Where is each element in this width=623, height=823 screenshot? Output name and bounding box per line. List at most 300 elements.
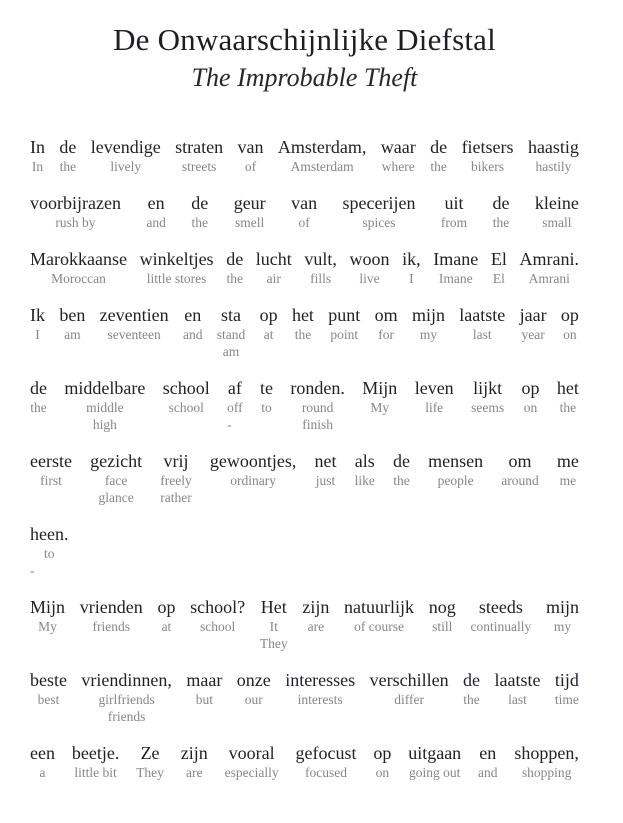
gloss-word: my <box>553 618 572 634</box>
word-block <box>393 451 410 489</box>
gloss-word: the <box>430 158 447 174</box>
dutch-word: uitgaan <box>408 742 462 763</box>
gloss-word: stand <box>216 326 246 342</box>
dutch-word: mijn <box>411 304 445 325</box>
gloss-word: me <box>559 472 577 488</box>
gloss-word: little stores <box>146 270 207 286</box>
gloss-word: live <box>359 270 380 286</box>
word-block <box>478 743 498 781</box>
gloss-word: around <box>501 472 539 488</box>
dutch-word: een <box>30 742 55 763</box>
word-block <box>146 193 166 231</box>
dutch-word: laatste <box>494 669 541 690</box>
word-block <box>350 249 390 287</box>
gloss-word: point <box>330 326 359 342</box>
gloss-word: are <box>186 764 203 780</box>
word-block <box>30 193 121 231</box>
word-block <box>30 451 72 489</box>
gloss-word: still <box>432 618 453 634</box>
dutch-word: het <box>291 304 314 325</box>
dutch-word: steeds <box>478 596 523 617</box>
gloss-word: year <box>521 326 545 342</box>
word-block <box>186 670 222 708</box>
word-block <box>210 451 296 489</box>
dutch-word: Mijn <box>30 596 66 617</box>
gloss-word: They <box>136 764 164 780</box>
gloss-word: interests <box>297 691 343 707</box>
word-block <box>292 305 314 343</box>
dutch-word: leven <box>414 377 454 398</box>
word-block <box>59 305 85 343</box>
gloss-word: first <box>40 472 62 488</box>
gloss-word: little bit <box>74 764 117 780</box>
word-block <box>81 670 171 725</box>
dutch-word: interesses <box>285 669 356 690</box>
gloss-word: and <box>182 326 203 342</box>
word-block <box>433 249 478 287</box>
gloss-word: just <box>315 472 336 488</box>
dutch-word: en <box>147 192 165 213</box>
word-block <box>535 193 579 231</box>
word-block <box>412 305 445 343</box>
dutch-word: op <box>521 377 540 398</box>
dutch-word: de <box>191 192 209 213</box>
dutch-word: levendige <box>90 136 161 157</box>
word-block <box>90 451 142 506</box>
gloss-word: focused <box>305 764 347 780</box>
dutch-word: Ze <box>140 742 160 763</box>
word-block <box>362 378 397 416</box>
gloss-word: but <box>195 691 213 707</box>
word-block <box>521 378 539 416</box>
dutch-word: op <box>560 304 579 325</box>
word-block <box>429 597 456 635</box>
dutch-word: vrij <box>163 450 189 471</box>
dutch-word: straten <box>175 136 224 157</box>
gloss-word: on <box>523 399 538 415</box>
gloss-word: rush by <box>55 214 96 230</box>
word-block <box>501 451 539 489</box>
word-block <box>59 137 76 175</box>
word-block <box>30 597 65 635</box>
dutch-word: heen. <box>30 523 69 544</box>
dutch-word: van <box>291 192 318 213</box>
gloss-word: where <box>381 158 415 174</box>
word-block <box>471 378 504 416</box>
word-block <box>237 670 271 708</box>
word-block <box>225 743 279 781</box>
dutch-word: de <box>492 192 510 213</box>
dutch-word: winkeltjes <box>139 248 214 269</box>
gloss-word: and <box>478 764 498 780</box>
gloss-word: on <box>563 326 577 342</box>
dutch-word: voorbijrazen <box>30 192 121 213</box>
gloss-word: the <box>30 399 47 415</box>
word-block <box>528 137 579 175</box>
gloss-word: am <box>64 326 81 342</box>
gloss-word: of course <box>354 618 404 634</box>
word-block <box>290 378 344 433</box>
dutch-word: Het <box>260 596 287 617</box>
word-block <box>462 137 514 175</box>
gloss-word: - <box>227 416 232 432</box>
dutch-word: om <box>374 304 398 325</box>
word-block <box>100 305 169 343</box>
gloss-word: my <box>419 326 438 342</box>
word-block <box>430 137 447 175</box>
gloss-word: especially <box>224 764 279 780</box>
gloss-word: the <box>191 214 209 230</box>
gloss-word: time <box>554 691 579 707</box>
dutch-word: woon <box>349 248 390 269</box>
word-block <box>328 305 360 343</box>
word-block <box>238 137 264 175</box>
word-block <box>157 597 175 635</box>
gloss-word: friends <box>92 618 130 634</box>
gloss-word: at <box>263 326 274 342</box>
dutch-word: haastig <box>527 136 579 157</box>
dutch-word: van <box>237 136 264 157</box>
dutch-word: nog <box>428 596 456 617</box>
gloss-word: I <box>35 326 40 342</box>
dutch-word: punt <box>328 304 361 325</box>
gloss-word: from <box>440 214 468 230</box>
word-block <box>175 137 223 175</box>
word-block <box>260 378 273 416</box>
gloss-word: on <box>375 764 390 780</box>
dutch-word: Marokkaanse <box>30 248 127 269</box>
gloss-word: to <box>261 399 272 415</box>
dutch-word: lucht <box>255 248 292 269</box>
gloss-word: the <box>463 691 480 707</box>
gloss-word: friends <box>107 708 146 724</box>
gloss-word: of <box>244 158 257 174</box>
dutch-word: vult, <box>304 248 337 269</box>
word-block <box>234 193 266 231</box>
gloss-word: ordinary <box>230 472 276 488</box>
gloss-word: Amsterdam <box>290 158 354 174</box>
word-block <box>30 137 45 175</box>
word-block <box>191 193 208 231</box>
word-block <box>491 249 507 287</box>
gloss-word: freely <box>160 472 192 488</box>
dutch-word: onze <box>236 669 271 690</box>
dutch-word: vrienden <box>79 596 143 617</box>
interlinear-row <box>30 378 579 433</box>
dutch-word: op <box>157 596 176 617</box>
word-block <box>375 305 398 343</box>
gloss-word: am <box>222 343 240 359</box>
word-block <box>72 743 119 781</box>
dutch-word: tijd <box>554 669 579 690</box>
gloss-word: off <box>227 399 243 415</box>
dutch-word: natuurlijk <box>344 596 415 617</box>
word-block <box>514 743 579 781</box>
dutch-word: shoppen, <box>514 742 579 763</box>
gloss-word: shopping <box>521 764 572 780</box>
document-subtitle: The Improbable Theft <box>191 62 418 92</box>
dutch-word: Amrani. <box>519 248 579 269</box>
gloss-word: continually <box>470 618 532 634</box>
word-block <box>342 193 415 231</box>
word-block <box>470 597 531 635</box>
gloss-word: high <box>92 416 117 432</box>
gloss-word: for <box>378 326 394 342</box>
gloss-word: small <box>542 214 572 230</box>
word-block <box>30 524 68 579</box>
dutch-word: te <box>260 377 274 398</box>
gloss-word: school <box>200 618 236 634</box>
gloss-word: the <box>59 158 77 174</box>
word-block <box>415 378 454 416</box>
gloss-word: My <box>38 618 57 634</box>
dutch-word: school <box>162 377 210 398</box>
word-block <box>140 249 214 287</box>
gloss-word: El <box>492 270 505 286</box>
gloss-word: going out <box>409 764 461 780</box>
dutch-word: de <box>463 669 481 690</box>
word-block <box>163 378 210 416</box>
gloss-word: fills <box>310 270 332 286</box>
word-block <box>80 597 143 635</box>
gloss-word: bikers <box>471 158 505 174</box>
word-block <box>494 670 540 708</box>
interlinear-row <box>30 597 579 652</box>
dutch-word: om <box>508 450 532 471</box>
word-block <box>561 305 579 343</box>
dutch-word: fietsers <box>461 136 514 157</box>
gloss-word: last <box>508 691 527 707</box>
word-block <box>355 451 375 489</box>
dutch-word: mijn <box>545 596 579 617</box>
gloss-word: They <box>259 635 288 651</box>
word-block <box>64 378 145 433</box>
word-block <box>160 451 191 506</box>
document-title: De Onwaarschijnlijke Diefstal <box>113 22 496 57</box>
dutch-word: net <box>314 450 337 471</box>
dutch-word: middelbare <box>64 377 146 398</box>
word-block <box>441 193 467 231</box>
dutch-word: beste <box>30 669 67 690</box>
word-block <box>30 743 55 781</box>
gloss-word: and <box>146 214 166 230</box>
word-block <box>227 378 243 433</box>
gloss-word: air <box>266 270 281 286</box>
interlinear-text <box>30 137 579 781</box>
word-block <box>493 193 510 231</box>
word-block <box>190 597 245 635</box>
gloss-word: hastily <box>535 158 572 174</box>
word-block <box>30 249 127 287</box>
gloss-word: Moroccan <box>51 270 106 286</box>
dutch-word: gezicht <box>90 450 143 471</box>
dutch-word: op <box>373 742 392 763</box>
gloss-word: Amrani <box>528 270 570 286</box>
gloss-word: a <box>39 764 46 780</box>
dutch-word: lijkt <box>473 377 503 398</box>
gloss-word: Imane <box>438 270 473 286</box>
dutch-word: zeventien <box>99 304 169 325</box>
word-block <box>278 137 366 175</box>
gloss-word: at <box>161 618 172 634</box>
dutch-word: als <box>354 450 375 471</box>
word-block <box>136 743 164 781</box>
gloss-word: people <box>437 472 474 488</box>
word-block <box>260 597 288 652</box>
gloss-word: rather <box>160 489 192 505</box>
word-block <box>373 743 391 781</box>
interlinear-row <box>30 137 579 175</box>
gloss-word: our <box>244 691 263 707</box>
dutch-word: de <box>30 377 47 398</box>
word-block <box>30 670 67 708</box>
dutch-word: en <box>479 742 497 763</box>
dutch-word: eerste <box>30 450 72 471</box>
dutch-word: school? <box>190 596 246 617</box>
dutch-word: ik, <box>402 248 421 269</box>
gloss-word: life <box>425 399 444 415</box>
interlinear-row <box>30 451 579 506</box>
gloss-word: seventeen <box>107 326 161 342</box>
dutch-word: zijn <box>180 742 208 763</box>
dutch-word: op <box>259 304 278 325</box>
dutch-word: gefocust <box>295 742 357 763</box>
dutch-word: me <box>556 450 579 471</box>
gloss-word: round <box>301 399 334 415</box>
word-block <box>302 597 329 635</box>
dutch-word: jaar <box>519 304 547 325</box>
gloss-word: girlfriends <box>98 691 155 707</box>
dutch-word: Amsterdam, <box>277 136 367 157</box>
gloss-word: of <box>298 214 310 230</box>
gloss-word: middle <box>86 399 124 415</box>
dutch-word: waar <box>380 136 416 157</box>
gloss-word: best <box>37 691 60 707</box>
gloss-word: differ <box>394 691 424 707</box>
word-block <box>285 670 355 708</box>
gloss-word: school <box>168 399 204 415</box>
gloss-word: the <box>492 214 510 230</box>
word-block <box>520 305 547 343</box>
word-block <box>217 305 246 360</box>
gloss-word: - <box>30 562 35 578</box>
dutch-word: gewoontjes, <box>209 450 297 471</box>
word-block <box>408 743 461 781</box>
dutch-word: vriendinnen, <box>81 669 172 690</box>
gloss-word: the <box>559 399 577 415</box>
word-block <box>296 743 357 781</box>
dutch-word: zijn <box>302 596 330 617</box>
gloss-word: In <box>31 158 44 174</box>
gloss-word: last <box>472 326 492 342</box>
interlinear-row <box>30 249 579 287</box>
dutch-word: het <box>556 377 579 398</box>
dutch-word: In <box>30 136 45 157</box>
word-block <box>183 305 203 343</box>
gloss-word: are <box>307 618 325 634</box>
gloss-word: streets <box>181 158 217 174</box>
dutch-word: specerijen <box>342 192 416 213</box>
dutch-word: en <box>184 304 202 325</box>
word-block <box>555 670 579 708</box>
word-block <box>370 670 449 708</box>
gloss-word: the <box>393 472 410 488</box>
dutch-word: Mijn <box>362 377 398 398</box>
interlinear-row <box>30 524 579 579</box>
word-block <box>226 249 243 287</box>
dutch-word: verschillen <box>369 669 449 690</box>
gloss-word: spices <box>362 214 396 230</box>
dutch-word: de <box>430 136 448 157</box>
gloss-word: It <box>269 618 278 634</box>
dutch-word: kleine <box>534 192 579 213</box>
dutch-word: de <box>393 450 411 471</box>
dutch-word: sta <box>221 304 242 325</box>
gloss-word: finish <box>302 416 334 432</box>
word-block <box>459 305 505 343</box>
dutch-word: beetje. <box>71 742 120 763</box>
word-block <box>30 305 45 343</box>
word-block <box>463 670 480 708</box>
word-block <box>546 597 579 635</box>
word-block <box>291 193 317 231</box>
word-block <box>260 305 278 343</box>
word-block <box>428 451 483 489</box>
dutch-word: uit <box>444 192 464 213</box>
word-block <box>181 743 208 781</box>
dutch-word: vooral <box>228 742 275 763</box>
dutch-word: laatste <box>459 304 506 325</box>
gloss-word: the <box>294 326 312 342</box>
dutch-word: Ik <box>30 304 45 325</box>
dutch-word: de <box>59 136 77 157</box>
word-block <box>91 137 161 175</box>
dutch-word: Imane <box>433 248 479 269</box>
gloss-word: lively <box>110 158 142 174</box>
word-block <box>557 378 579 416</box>
gloss-word: seems <box>471 399 505 415</box>
word-block <box>304 249 337 287</box>
interlinear-row <box>30 305 579 360</box>
dutch-word: geur <box>233 192 266 213</box>
dutch-word: maar <box>186 669 223 690</box>
interlinear-row <box>30 670 579 725</box>
word-block <box>30 378 47 416</box>
word-block <box>402 249 421 287</box>
dutch-word: de <box>226 248 244 269</box>
word-block <box>256 249 292 287</box>
dutch-word: mensen <box>428 450 484 471</box>
word-block <box>519 249 578 287</box>
word-block <box>381 137 416 175</box>
gloss-word: I <box>409 270 414 286</box>
word-block <box>344 597 414 635</box>
word-block <box>314 451 336 489</box>
gloss-word: face <box>104 472 128 488</box>
word-block <box>557 451 579 489</box>
gloss-word: glance <box>98 489 134 505</box>
gloss-word: like <box>354 472 375 488</box>
gloss-word: the <box>226 270 243 286</box>
gloss-word: smell <box>235 214 265 230</box>
interlinear-row <box>30 193 579 231</box>
dutch-word: El <box>490 248 507 269</box>
dutch-word: af <box>227 377 242 398</box>
gloss-word: to <box>43 545 55 561</box>
dutch-word: ronden. <box>290 377 345 398</box>
dutch-word: ben <box>59 304 86 325</box>
interlinear-row <box>30 743 579 781</box>
